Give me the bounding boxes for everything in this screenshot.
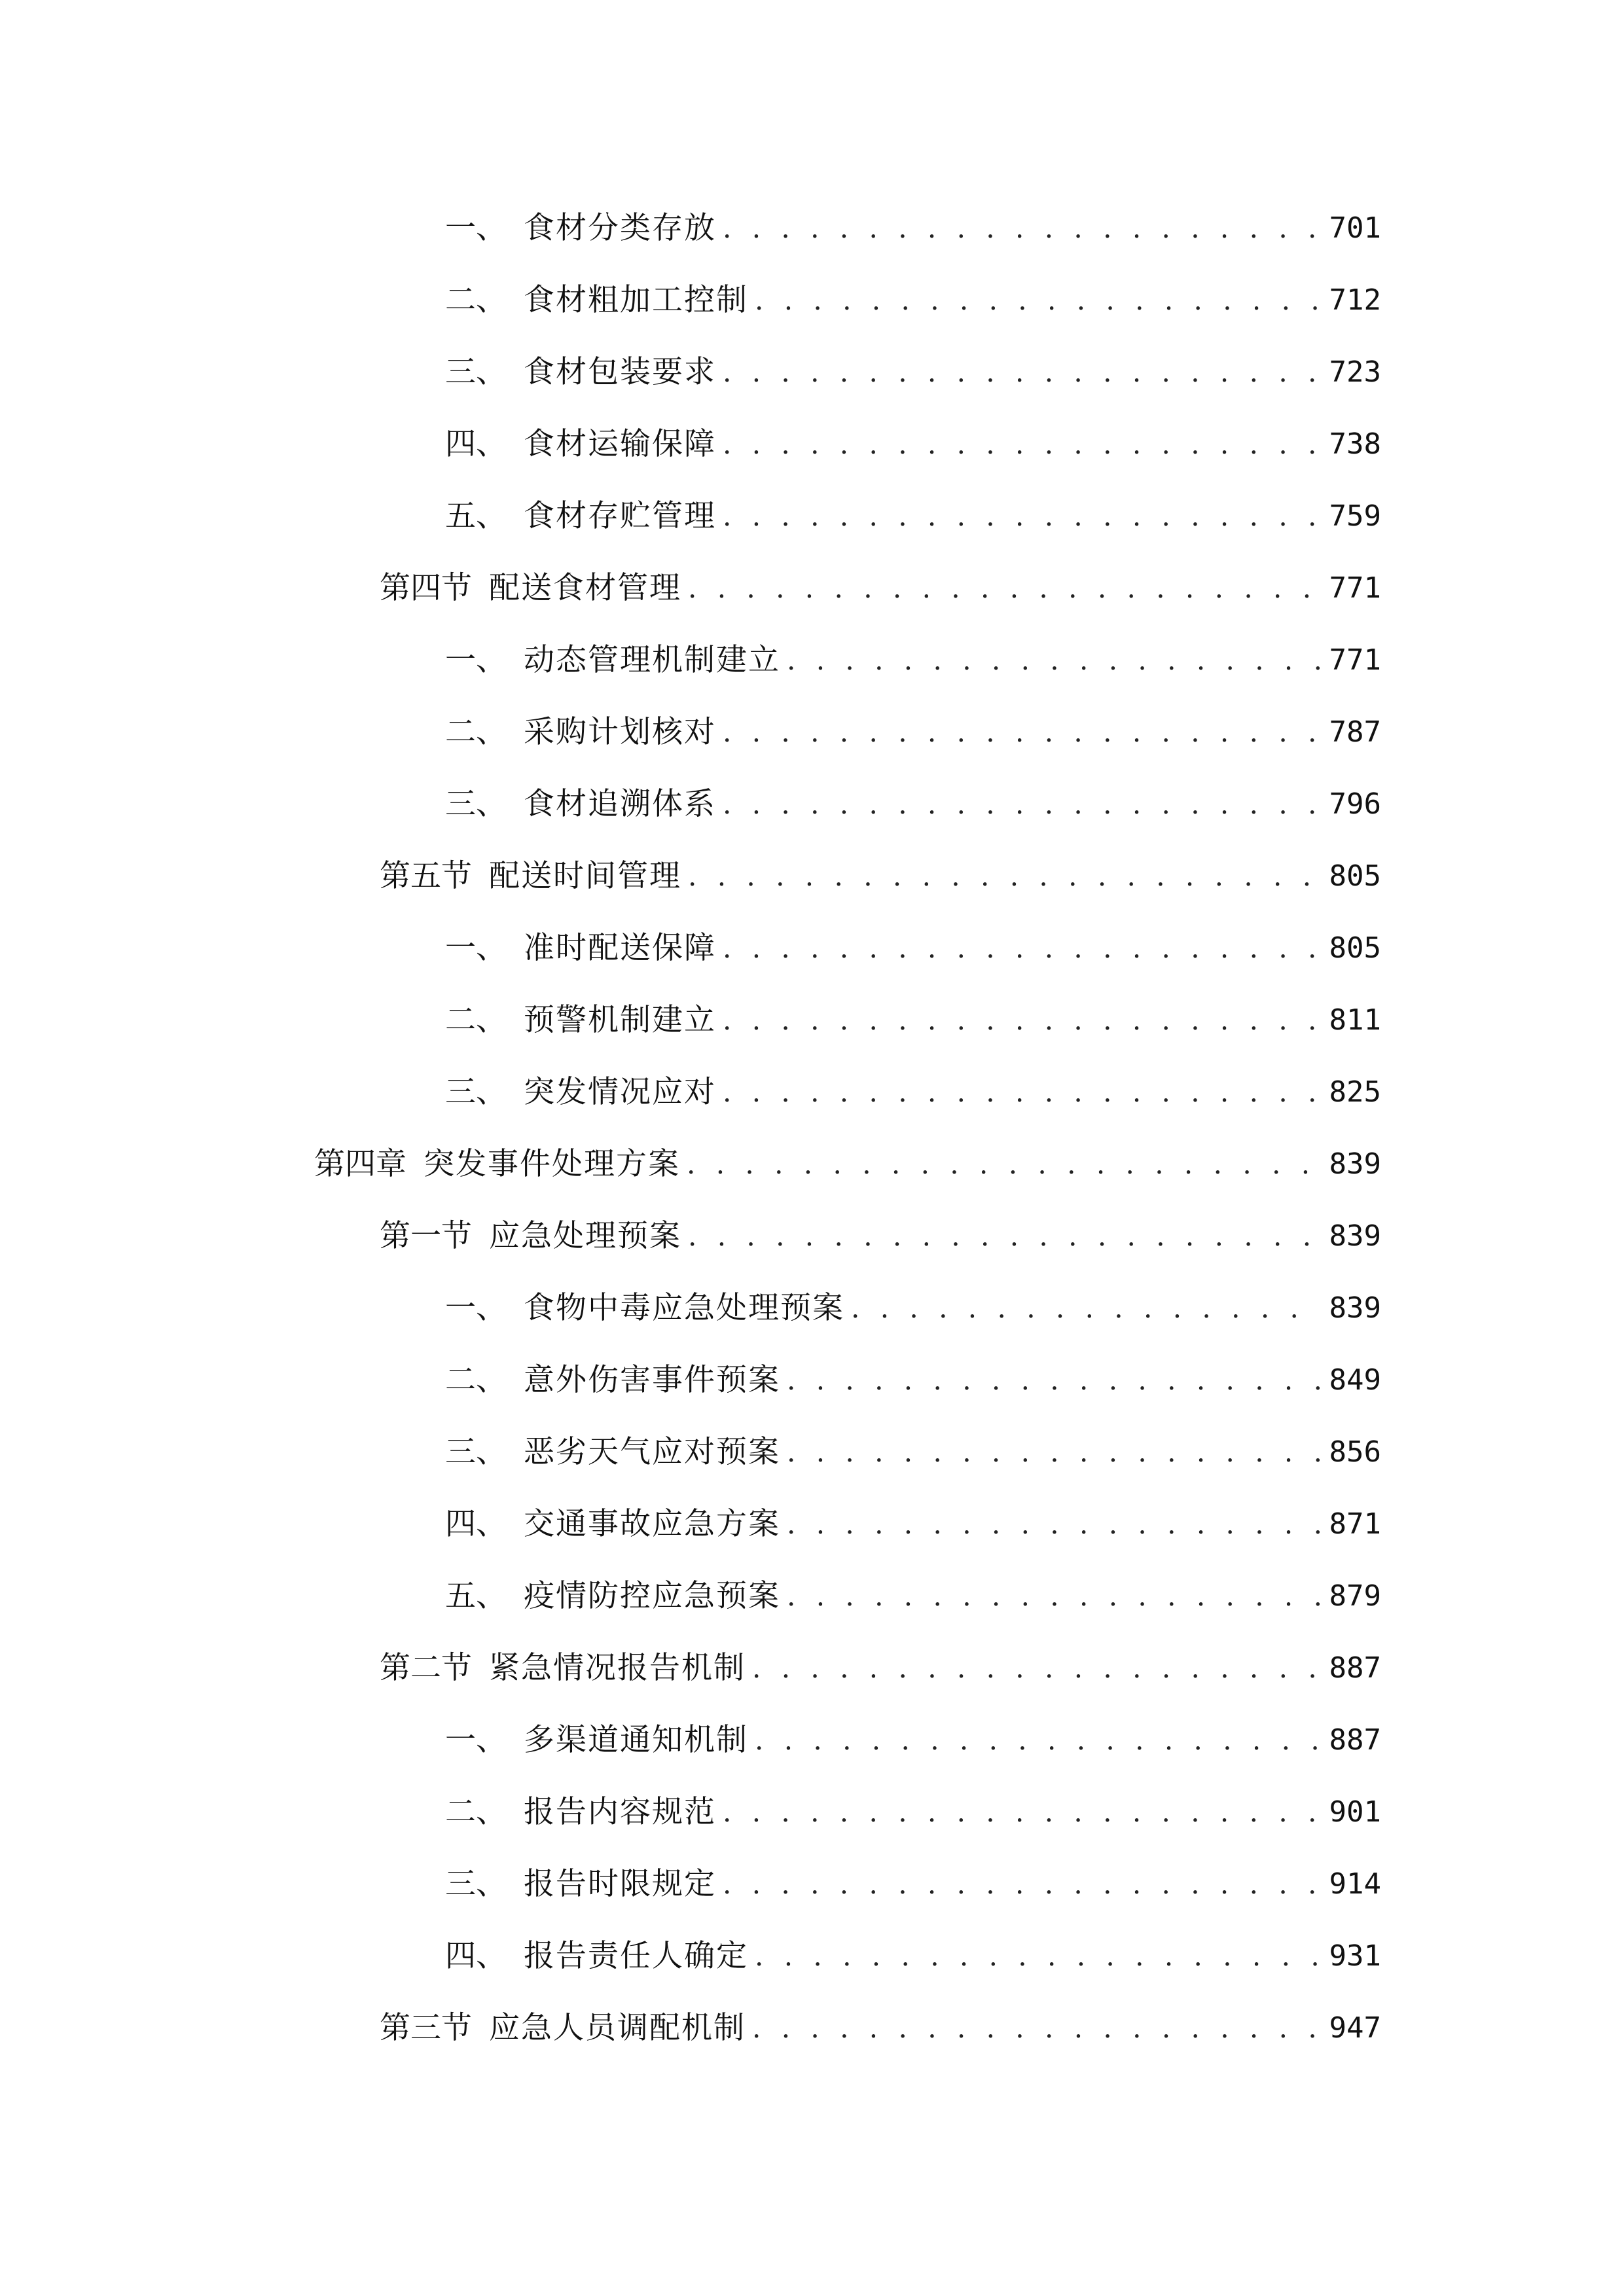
toc-dot-leader bbox=[752, 1642, 1320, 1695]
toc-entry-page: 825 bbox=[1329, 1075, 1381, 1109]
toc-entry[interactable] bbox=[445, 1714, 1381, 1767]
toc-entry-title: 疫情防控应急预案 bbox=[524, 1578, 780, 1614]
toc-entry-number: 三、 bbox=[445, 354, 507, 390]
toc-entry[interactable] bbox=[445, 202, 1381, 255]
toc-entry-title: 报告责任人确定 bbox=[524, 1938, 748, 1974]
toc-chapter-entry[interactable] bbox=[314, 1138, 1381, 1191]
toc-dot-leader bbox=[787, 1354, 1320, 1407]
toc-entry-page: 871 bbox=[1329, 1507, 1381, 1541]
toc-section-entry[interactable] bbox=[380, 562, 1381, 615]
toc-entry-title: 恶劣天气应对预案 bbox=[524, 1434, 780, 1470]
toc-entry[interactable] bbox=[445, 1858, 1381, 1910]
toc-dot-leader bbox=[723, 706, 1320, 759]
toc-entry[interactable] bbox=[445, 1786, 1381, 1839]
toc-entry-page: 839 bbox=[1329, 1147, 1381, 1181]
toc-entry-number: 第四章 bbox=[314, 1146, 406, 1182]
toc-entry-number: 三、 bbox=[445, 1434, 507, 1470]
toc-entry-number: 一、 bbox=[445, 210, 507, 246]
toc-entry-title: 采购计划核对 bbox=[524, 714, 716, 750]
toc-entry-title: 食物中毒应急处理预案 bbox=[524, 1290, 844, 1326]
toc-dot-leader bbox=[723, 346, 1320, 399]
toc-entry[interactable] bbox=[445, 346, 1381, 399]
toc-entry-title: 食材分类存放 bbox=[524, 210, 716, 246]
toc-entry-number: 五、 bbox=[445, 498, 507, 534]
toc-entry-title: 动态管理机制建立 bbox=[524, 642, 780, 678]
toc-dot-leader bbox=[723, 490, 1320, 543]
toc-entry-page: 805 bbox=[1329, 931, 1381, 965]
toc-entry-page: 701 bbox=[1329, 211, 1381, 245]
toc-entry-number: 二、 bbox=[445, 1794, 507, 1830]
toc-dot-leader bbox=[755, 274, 1320, 327]
toc-entry-page: 712 bbox=[1329, 283, 1381, 317]
toc-entry-page: 805 bbox=[1329, 859, 1381, 893]
toc-entry-title: 突发事件处理方案 bbox=[424, 1146, 680, 1182]
toc-entry-number: 第三节 bbox=[380, 2010, 472, 2046]
toc-entry[interactable] bbox=[445, 490, 1381, 543]
toc-entry-number: 四、 bbox=[445, 1938, 507, 1974]
toc-dot-leader bbox=[723, 778, 1320, 831]
toc-entry-title: 食材运输保障 bbox=[524, 426, 716, 462]
toc-entry[interactable] bbox=[445, 706, 1381, 759]
toc-entry-page: 787 bbox=[1329, 715, 1381, 749]
toc-entry-number: 第一节 bbox=[380, 1218, 472, 1254]
toc-entry-page: 811 bbox=[1329, 1003, 1381, 1037]
toc-dot-leader bbox=[752, 2002, 1320, 2054]
toc-entry-number: 二、 bbox=[445, 1002, 507, 1038]
toc-section-entry[interactable] bbox=[380, 1642, 1381, 1695]
toc-entry[interactable] bbox=[445, 1066, 1381, 1119]
toc-entry-title: 应急人员调配机制 bbox=[489, 2010, 746, 2046]
toc-entry[interactable] bbox=[445, 922, 1381, 975]
toc-entry[interactable] bbox=[445, 418, 1381, 471]
toc-entry-page: 738 bbox=[1329, 427, 1381, 461]
toc-entry-title: 食材包装要求 bbox=[524, 354, 716, 390]
toc-entry-number: 三、 bbox=[445, 786, 507, 822]
toc-entry-title: 配送食材管理 bbox=[489, 570, 681, 606]
toc-entry[interactable] bbox=[445, 1570, 1381, 1623]
toc-dot-leader bbox=[723, 1066, 1320, 1119]
toc-entry-title: 配送时间管理 bbox=[489, 858, 681, 894]
toc-entry-number: 四、 bbox=[445, 426, 507, 462]
toc-entry-page: 849 bbox=[1329, 1363, 1381, 1397]
toc-entry-page: 839 bbox=[1329, 1219, 1381, 1253]
toc-dot-leader bbox=[723, 1858, 1320, 1910]
toc-dot-leader bbox=[688, 562, 1320, 615]
toc-dot-leader bbox=[755, 1930, 1320, 1982]
toc-entry-number: 一、 bbox=[445, 1722, 507, 1758]
toc-entry-title: 准时配送保障 bbox=[524, 930, 716, 966]
toc-dot-leader bbox=[723, 922, 1320, 975]
toc-entry-page: 901 bbox=[1329, 1795, 1381, 1829]
toc-dot-leader bbox=[688, 850, 1320, 903]
toc-entry[interactable] bbox=[445, 634, 1381, 687]
toc-entry-page: 879 bbox=[1329, 1579, 1381, 1613]
toc-entry[interactable] bbox=[445, 1426, 1381, 1479]
toc-entry-number: 三、 bbox=[445, 1866, 507, 1902]
toc-entry-number: 第二节 bbox=[380, 1650, 472, 1686]
toc-entry-title: 应急处理预案 bbox=[489, 1218, 681, 1254]
toc-dot-leader bbox=[723, 994, 1320, 1047]
toc-entry-number: 二、 bbox=[445, 714, 507, 750]
toc-entry-page: 931 bbox=[1329, 1939, 1381, 1973]
toc-dot-leader bbox=[787, 634, 1320, 687]
toc-entry-title: 交通事故应急方案 bbox=[524, 1506, 780, 1542]
toc-entry-page: 759 bbox=[1329, 499, 1381, 533]
toc-dot-leader bbox=[688, 1210, 1320, 1263]
toc-entry-number: 四、 bbox=[445, 1506, 507, 1542]
toc-entry-page: 914 bbox=[1329, 1867, 1381, 1901]
toc-entry-title: 紧急情况报告机制 bbox=[489, 1650, 746, 1686]
toc-entry-page: 947 bbox=[1329, 2011, 1381, 2045]
toc-entry-number: 三、 bbox=[445, 1074, 507, 1110]
toc-dot-leader bbox=[723, 1786, 1320, 1839]
toc-section-entry[interactable] bbox=[380, 850, 1381, 903]
toc-entry[interactable] bbox=[445, 1354, 1381, 1407]
toc-section-entry[interactable] bbox=[380, 1210, 1381, 1263]
toc-entry-page: 887 bbox=[1329, 1723, 1381, 1757]
toc-dot-leader bbox=[755, 1714, 1320, 1767]
toc-dot-leader bbox=[787, 1570, 1320, 1623]
toc-dot-leader bbox=[787, 1498, 1320, 1551]
toc-entry[interactable] bbox=[445, 994, 1381, 1047]
toc-dot-leader bbox=[687, 1138, 1320, 1191]
toc-entry-number: 二、 bbox=[445, 1362, 507, 1398]
toc-entry-number: 第五节 bbox=[380, 858, 472, 894]
toc-entry-page: 723 bbox=[1329, 355, 1381, 389]
toc-dot-leader bbox=[723, 202, 1320, 255]
toc-entry-page: 771 bbox=[1329, 643, 1381, 677]
toc-entry[interactable] bbox=[445, 274, 1381, 327]
toc-entry-title: 多渠道通知机制 bbox=[524, 1722, 748, 1758]
toc-section-entry[interactable] bbox=[380, 2002, 1381, 2054]
toc-entry-title: 食材粗加工控制 bbox=[524, 282, 748, 318]
toc-entry-number: 一、 bbox=[445, 930, 507, 966]
toc-entry-title: 食材存贮管理 bbox=[524, 498, 716, 534]
toc-entry[interactable] bbox=[445, 1498, 1381, 1551]
toc-entry-title: 报告内容规范 bbox=[524, 1794, 716, 1830]
toc-entry-page: 856 bbox=[1329, 1435, 1381, 1469]
toc-entry-title: 突发情况应对 bbox=[524, 1074, 716, 1110]
toc-entry-page: 887 bbox=[1329, 1651, 1381, 1685]
toc-entry[interactable] bbox=[445, 778, 1381, 831]
toc-entry-title: 报告时限规定 bbox=[524, 1866, 716, 1902]
toc-entry-page: 796 bbox=[1329, 787, 1381, 821]
toc-entry-number: 二、 bbox=[445, 282, 507, 318]
toc-entry-title: 预警机制建立 bbox=[524, 1002, 716, 1038]
toc-entry-title: 食材追溯体系 bbox=[524, 786, 716, 822]
toc-entry-page: 839 bbox=[1329, 1291, 1381, 1325]
toc-entry[interactable] bbox=[445, 1282, 1381, 1335]
toc-dot-leader bbox=[723, 418, 1320, 471]
toc-entry-number: 五、 bbox=[445, 1578, 507, 1614]
toc-entry-page: 771 bbox=[1329, 571, 1381, 605]
toc-entry-number: 一、 bbox=[445, 642, 507, 678]
toc-entry-title: 意外伤害事件预案 bbox=[524, 1362, 780, 1398]
toc-entry-number: 一、 bbox=[445, 1290, 507, 1326]
toc-entry-number: 第四节 bbox=[380, 570, 472, 606]
toc-dot-leader bbox=[851, 1282, 1320, 1335]
toc-dot-leader bbox=[787, 1426, 1320, 1479]
toc-entry[interactable] bbox=[445, 1930, 1381, 1982]
